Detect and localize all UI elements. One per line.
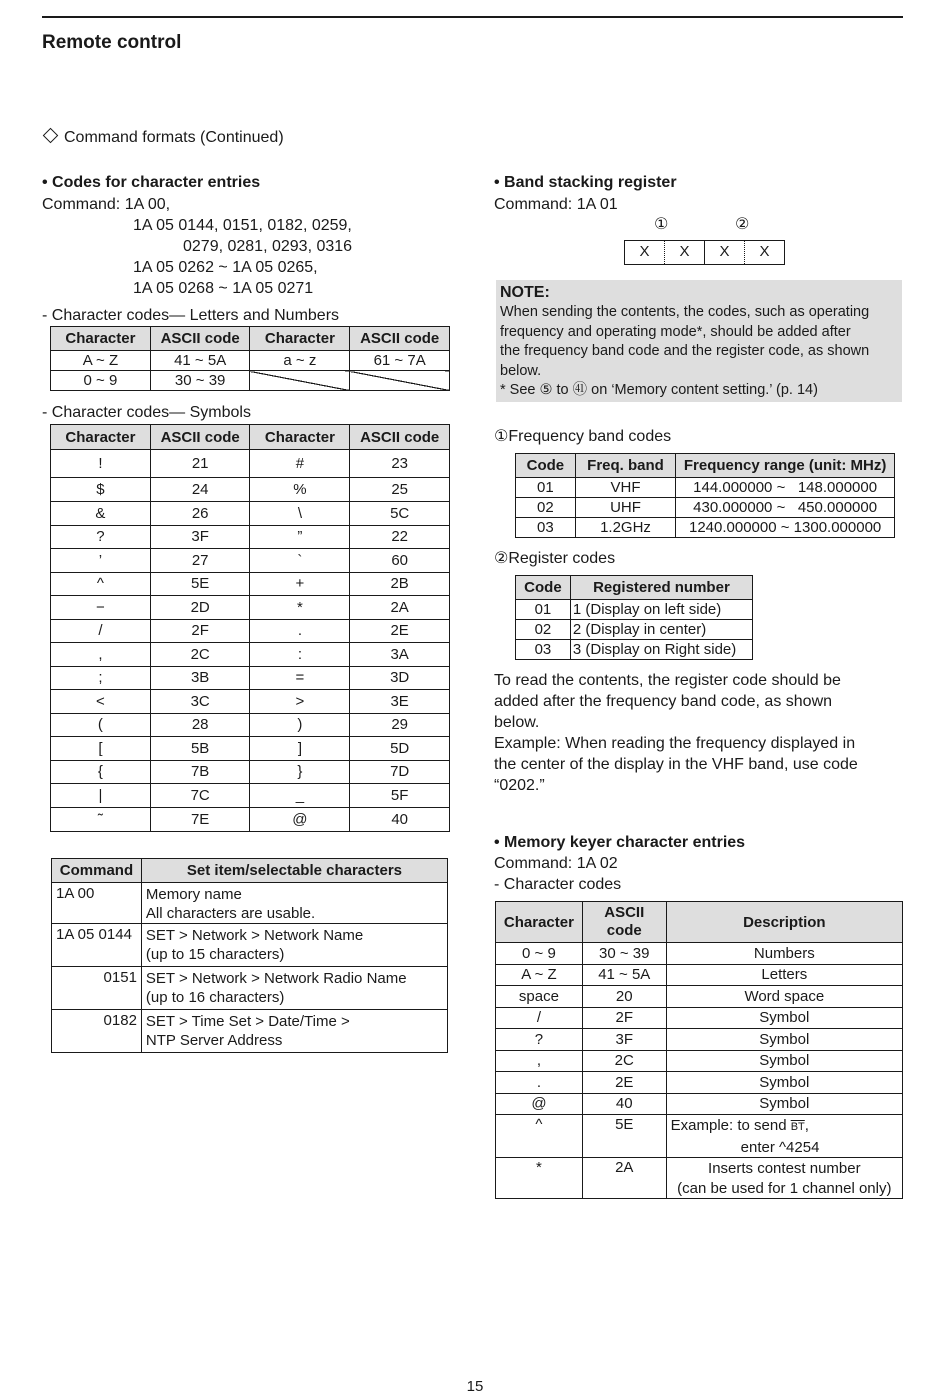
table-row <box>51 572 450 596</box>
cell: ! <box>51 450 151 478</box>
cell: Numbers <box>666 943 902 965</box>
cell: ? <box>51 525 151 549</box>
cell: Word space <box>666 986 902 1008</box>
col-header: Description <box>666 902 902 943</box>
col-header: Character <box>51 327 151 351</box>
cell: 5F <box>350 784 450 808</box>
section-heading-text: Command formats (Continued) <box>64 129 284 146</box>
table-row <box>496 1158 903 1199</box>
cell: 2B <box>350 572 450 596</box>
cell: UHF <box>575 498 675 518</box>
cell: , <box>496 1050 583 1072</box>
cell: # <box>250 450 350 478</box>
col-header: Set item/selectable characters <box>141 859 447 883</box>
cell: 3E <box>350 690 450 714</box>
cell: 23 <box>350 450 450 478</box>
table-row <box>516 478 895 498</box>
cell: Symbol <box>666 1093 902 1115</box>
note-heading: NOTE: <box>500 284 550 301</box>
cell: 2F <box>582 1007 666 1029</box>
letters-table <box>50 326 450 391</box>
table-row <box>51 713 450 737</box>
cell: Symbol <box>666 1072 902 1094</box>
table-row <box>51 643 450 667</box>
description-line: Inserts contest number <box>708 1160 861 1177</box>
note-line: below. <box>500 362 542 379</box>
cell: $ <box>51 478 151 502</box>
read-paragraph <box>494 670 904 796</box>
set-item-cell <box>141 967 447 1010</box>
cell: a ~ z <box>250 351 350 371</box>
symbols-label: - Character codes— Symbols <box>42 404 251 421</box>
command-cell: 1A 05 0144 <box>52 924 142 967</box>
cell: 5E <box>150 572 250 596</box>
table-row <box>51 666 450 690</box>
bt-prosign: $\overline{BT}$ <box>790 1121 805 1133</box>
table-row <box>51 596 450 620</box>
cell: 28 <box>150 713 250 737</box>
table-row <box>52 924 448 967</box>
marker-2: ② <box>735 216 750 233</box>
cell: 0 ~ 9 <box>496 943 583 965</box>
col-header: ASCII code <box>150 327 250 351</box>
register-format-box <box>624 240 785 265</box>
cell: ] <box>250 737 350 761</box>
col-header: Character <box>496 902 583 943</box>
table-row <box>516 640 753 660</box>
diamond-icon <box>43 128 59 144</box>
empty-cell <box>350 371 450 391</box>
cell: A ~ Z <box>51 351 151 371</box>
cell: 1240.000000 ~ 1300.000000 <box>676 518 895 538</box>
cell: 144.000000 ~ 148.000000 <box>676 478 895 498</box>
table-row <box>496 943 903 965</box>
freq-band-table <box>515 453 895 538</box>
cell: ^ <box>496 1115 583 1158</box>
freq-label: ①Frequency band codes <box>494 428 672 445</box>
para-line: the center of the display in the VHF band, use code <box>494 756 858 773</box>
cell: 01 <box>516 600 571 620</box>
cell: 430.000000 ~ 450.000000 <box>676 498 895 518</box>
cell: 7B <box>150 760 250 784</box>
cell: 30 ~ 39 <box>150 371 250 391</box>
cell: 5B <box>150 737 250 761</box>
table-row <box>51 690 450 714</box>
cell: < <box>51 690 151 714</box>
cell: / <box>496 1007 583 1029</box>
table-row <box>51 549 450 573</box>
set-item-line: All characters are usable. <box>145 905 316 922</box>
x-cell: X <box>665 241 705 264</box>
para-line: To read the contents, the register code should be <box>494 672 841 689</box>
cell: space <box>496 986 583 1008</box>
cell: Symbol <box>666 1007 902 1029</box>
cell: 2E <box>350 619 450 643</box>
cell: ” <box>250 525 350 549</box>
cell: 5C <box>350 502 450 526</box>
cell: { <box>51 760 151 784</box>
cell: 2D <box>150 596 250 620</box>
cell: 2C <box>150 643 250 667</box>
set-item-line: SET > Network > Network Name <box>145 927 364 944</box>
cell: [ <box>51 737 151 761</box>
set-item-line: SET > Time Set > Date/Time > <box>145 1013 350 1030</box>
cell: 61 ~ 7A <box>350 351 450 371</box>
cell: 20 <box>582 986 666 1008</box>
cell: 3B <box>150 666 250 690</box>
col-header: ASCII code <box>350 425 450 450</box>
cell: 41 ~ 5A <box>582 964 666 986</box>
table-row <box>496 986 903 1008</box>
cell: 2A <box>582 1158 666 1199</box>
cell: Symbol <box>666 1029 902 1051</box>
cell: 03 <box>516 518 576 538</box>
register-table <box>515 575 753 660</box>
col-header: Command <box>52 859 142 883</box>
table-row <box>516 600 753 620</box>
cell: 60 <box>350 549 450 573</box>
description-line <box>667 1116 902 1138</box>
cell: 40 <box>350 808 450 832</box>
cell: 25 <box>350 478 450 502</box>
cell: : <box>250 643 350 667</box>
cell: + <box>250 572 350 596</box>
description-line: (can be used for 1 channel only) <box>677 1179 892 1197</box>
cell: 02 <box>516 620 571 640</box>
set-item-line: Memory name <box>145 886 242 903</box>
keyer-table <box>495 901 903 1199</box>
table-row <box>51 784 450 808</box>
command-cell: 1A 00 <box>52 883 142 924</box>
table-row <box>51 351 450 371</box>
col-header: ASCII code <box>350 327 450 351</box>
cell: 2C <box>582 1050 666 1072</box>
set-item-line: (up to 15 characters) <box>145 946 285 963</box>
cell: * <box>496 1158 583 1199</box>
codes-heading: • Codes for character entries <box>42 174 261 191</box>
bt-suffix: , <box>804 1117 809 1134</box>
cell: @ <box>250 808 350 832</box>
table-row <box>51 808 450 832</box>
cell: 2A <box>350 596 450 620</box>
table-row <box>496 1050 903 1072</box>
cell: ( <box>51 713 151 737</box>
table-row <box>496 1029 903 1051</box>
table-row <box>51 525 450 549</box>
table-row <box>516 518 895 538</box>
col-header: Code <box>516 454 576 478</box>
x-cell: X <box>759 243 770 260</box>
table-row <box>51 502 450 526</box>
cell: 2E <box>582 1072 666 1094</box>
table-row <box>496 1007 903 1029</box>
table-row <box>52 883 448 924</box>
cell: _ <box>250 784 350 808</box>
cell: 0 ~ 9 <box>51 371 151 391</box>
cell: 3F <box>150 525 250 549</box>
command-line-2: 1A 05 0144, 0151, 0182, 0259, <box>133 217 352 234</box>
note-line: * See ⑤ to ㊶ on ‘Memory content setting.’ (p. 14) <box>500 382 818 398</box>
cell: 3F <box>582 1029 666 1051</box>
note-line: the frequency band code and the register code, as shown <box>500 343 870 359</box>
cell: ? <box>496 1029 583 1051</box>
band-command: Command: 1A 01 <box>494 196 618 213</box>
cell: 24 <box>150 478 250 502</box>
cell: 21 <box>150 450 250 478</box>
cell: 03 <box>516 640 571 660</box>
cell: 7C <box>150 784 250 808</box>
para-line: added after the frequency band code, as shown <box>494 693 833 710</box>
command-line-3: 0279, 0281, 0293, 0316 <box>183 238 353 255</box>
cell: 5E <box>582 1115 666 1158</box>
table-row <box>516 620 753 640</box>
cell: . <box>496 1072 583 1094</box>
keyer-heading: • Memory keyer character entries <box>494 834 746 851</box>
table-row <box>51 737 450 761</box>
band-heading: • Band stacking register <box>494 174 677 191</box>
col-header: ASCII code <box>150 425 250 450</box>
cell: Symbol <box>666 1050 902 1072</box>
cell: 7D <box>350 760 450 784</box>
description-cell <box>666 1115 902 1158</box>
cell: = <box>250 666 350 690</box>
cell: ’ <box>51 549 151 573</box>
set-item-cell <box>141 883 447 924</box>
set-item-line: SET > Network > Network Radio Name <box>145 970 407 987</box>
cell: − <box>51 596 151 620</box>
col-header: Character <box>250 425 350 450</box>
table-row <box>51 371 450 391</box>
table-row <box>52 1010 448 1053</box>
cell: \ <box>250 502 350 526</box>
page-number: 15 <box>466 1378 484 1395</box>
cell: , <box>51 643 151 667</box>
empty-cell <box>250 371 350 391</box>
cell: | <box>51 784 151 808</box>
cell: 1.2GHz <box>575 518 675 538</box>
keyer-command: Command: 1A 02 <box>494 855 618 872</box>
cell: ` <box>250 549 350 573</box>
table-row <box>496 964 903 986</box>
cell: * <box>250 596 350 620</box>
cell: 01 <box>516 478 576 498</box>
cell: ^ <box>51 572 151 596</box>
cell: . <box>250 619 350 643</box>
set-item-cell <box>141 924 447 967</box>
section-heading <box>42 129 284 147</box>
note-box <box>496 280 902 402</box>
command-line-4: 1A 05 0262 ~ 1A 05 0265, <box>133 259 318 276</box>
top-rule <box>42 16 903 18</box>
cell: } <box>250 760 350 784</box>
cell: 3 (Display on Right side) <box>570 640 752 660</box>
cell: 2 (Display in center) <box>570 620 752 640</box>
cell: 3C <box>150 690 250 714</box>
keyer-codes-label: - Character codes <box>494 876 622 893</box>
cell: 22 <box>350 525 450 549</box>
table-row <box>496 1072 903 1094</box>
cell: VHF <box>575 478 675 498</box>
note-line: frequency and operating mode*, should be added after <box>500 323 851 340</box>
command-cell: 0182 <box>52 1010 142 1053</box>
cell: / <box>51 619 151 643</box>
description-cell <box>666 1158 902 1199</box>
note-line: When sending the contents, the codes, such as operating <box>500 304 870 320</box>
cell: 27 <box>150 549 250 573</box>
para-line: Example: When reading the frequency displayed in <box>494 735 856 752</box>
command-line-5: 1A 05 0268 ~ 1A 05 0271 <box>133 280 314 297</box>
reg-label: ②Register codes <box>494 550 616 567</box>
cell: 26 <box>150 502 250 526</box>
description-line: enter ^4254 <box>740 1138 820 1156</box>
cell: 29 <box>350 713 450 737</box>
table-row <box>496 1093 903 1115</box>
cell: 40 <box>582 1093 666 1115</box>
cell: ˜ <box>51 808 151 832</box>
col-header: Freq. band <box>575 454 675 478</box>
cell: 1 (Display on left side) <box>570 600 752 620</box>
col-header: Code <box>516 576 571 600</box>
table-row <box>51 619 450 643</box>
cell: ; <box>51 666 151 690</box>
cell: > <box>250 690 350 714</box>
table-row <box>516 498 895 518</box>
x-cell: X <box>625 241 665 264</box>
cell: 7E <box>150 808 250 832</box>
cell: Letters <box>666 964 902 986</box>
set-item-line: (up to 16 characters) <box>145 989 285 1006</box>
cell: & <box>51 502 151 526</box>
cell: 2F <box>150 619 250 643</box>
letters-label: - Character codes— Letters and Numbers <box>42 307 340 324</box>
description-text: Example: to send <box>670 1117 791 1134</box>
marker-1: ① <box>654 216 669 233</box>
command-table <box>51 858 448 1053</box>
cell: A ~ Z <box>496 964 583 986</box>
cell: 3A <box>350 643 450 667</box>
para-line: below. <box>494 714 540 731</box>
cell: % <box>250 478 350 502</box>
cell: 02 <box>516 498 576 518</box>
cell: 5D <box>350 737 450 761</box>
cell: @ <box>496 1093 583 1115</box>
command-line-1: Command: 1A 00, <box>42 196 171 213</box>
para-line: “0202.” <box>494 777 545 794</box>
x-cell: X <box>705 241 745 264</box>
header-text: ASCII code <box>604 904 645 939</box>
symbols-table <box>50 424 450 832</box>
table-row <box>51 450 450 478</box>
col-header: Registered number <box>570 576 752 600</box>
cell: 30 ~ 39 <box>582 943 666 965</box>
col-header <box>582 902 666 943</box>
cell: ) <box>250 713 350 737</box>
set-item-line: NTP Server Address <box>145 1032 283 1049</box>
table-row <box>496 1115 903 1158</box>
set-item-cell <box>141 1010 447 1053</box>
col-header: Frequency range (unit: MHz) <box>676 454 895 478</box>
command-cell: 0151 <box>52 967 142 1010</box>
page-title: Remote control <box>42 32 182 53</box>
cell: 3D <box>350 666 450 690</box>
table-row <box>51 760 450 784</box>
cell: 41 ~ 5A <box>150 351 250 371</box>
col-header: Character <box>250 327 350 351</box>
col-header: Character <box>51 425 151 450</box>
table-row <box>51 478 450 502</box>
table-row <box>52 967 448 1010</box>
